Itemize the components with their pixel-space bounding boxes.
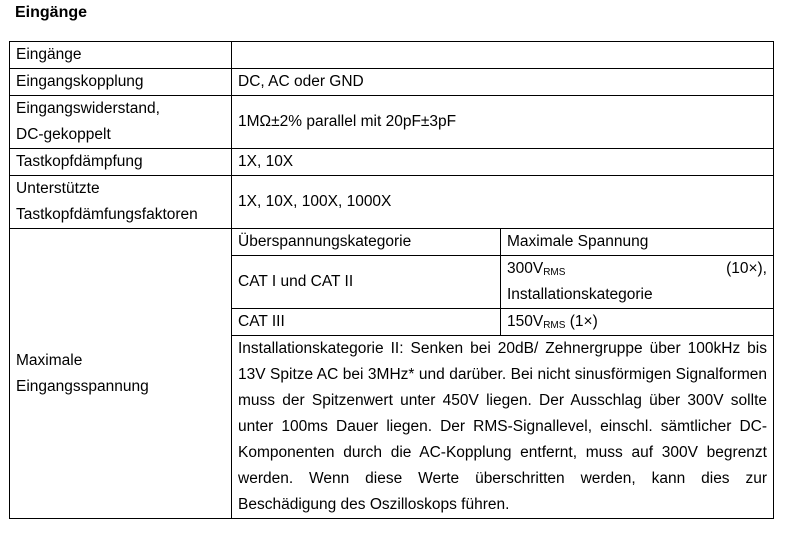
row-value-inputs	[232, 42, 774, 69]
table-row	[10, 149, 774, 176]
row-value-attenuation: 1X, 10X	[232, 149, 774, 176]
label-line: Maximale	[16, 351, 83, 369]
table-row	[10, 42, 774, 69]
row-value-coupling: DC, AC oder GND	[232, 69, 774, 96]
label-line: Unterstützte	[16, 180, 100, 197]
row-value-probe-factors: 1X, 10X, 100X, 1000X	[232, 176, 774, 229]
specs-table	[9, 41, 774, 519]
subheader-voltage: Maximale Spannung	[501, 229, 774, 256]
voltage-factor: (10×),	[726, 260, 767, 277]
installation-note: Installationskategorie II: Senken bei 20dB/ Zehnergruppe über 100kHz bis 13V Spitze AC bei 3MHz* und darüber. Bei nicht sinusförmigen Signalformen muss der Spitzenwert unter 450V liegen. Der Ausschlag über 300V sollte unter 100ms Dauer liegen. Der RMS-Signallevel, einschl. sämtlicher DC-Komponenten durch die AC-Kopplung entfernt, muss auf 300V begrenzt werden. Wenn diese Werte überschritten werden, kann dies zur Beschädigung des Oszilloskops führen.	[232, 336, 774, 519]
row-label-probe-factors	[10, 176, 232, 229]
voltage-cat3: $150V_{RMS}$ (1×)	[501, 309, 774, 336]
row-label-max-voltage	[10, 229, 232, 519]
label-line: DC-gekoppelt	[16, 126, 111, 143]
table-row	[10, 229, 774, 256]
table-row	[10, 69, 774, 96]
label-line: Eingangswiderstand,	[16, 100, 160, 117]
row-label-resistance	[10, 96, 232, 149]
subheader-category: Überspannungskategorie	[232, 229, 501, 256]
voltage-value: $300V_{RMS}$	[507, 260, 566, 278]
table-row	[10, 176, 774, 229]
row-value-resistance: 1MΩ±2% parallel mit 20pF±3pF	[232, 96, 774, 149]
row-label-attenuation: Tastkopfdämpfung	[10, 149, 232, 176]
section-heading: Eingänge	[15, 4, 88, 21]
row-label-coupling: Eingangskopplung	[10, 69, 232, 96]
row-label-inputs: Eingänge	[10, 42, 232, 69]
voltage-line	[507, 256, 767, 282]
voltage-cat1-cat2	[501, 256, 774, 309]
label-line: Eingangsspannung	[16, 377, 149, 395]
category-cat1-cat2: CAT I und CAT II	[232, 256, 501, 309]
voltage-line-2: Installationskategorie	[507, 286, 653, 303]
label-line: Tastkopfdämfungsfaktoren	[16, 206, 198, 223]
category-cat3: CAT III	[232, 309, 501, 336]
table-row	[10, 96, 774, 149]
